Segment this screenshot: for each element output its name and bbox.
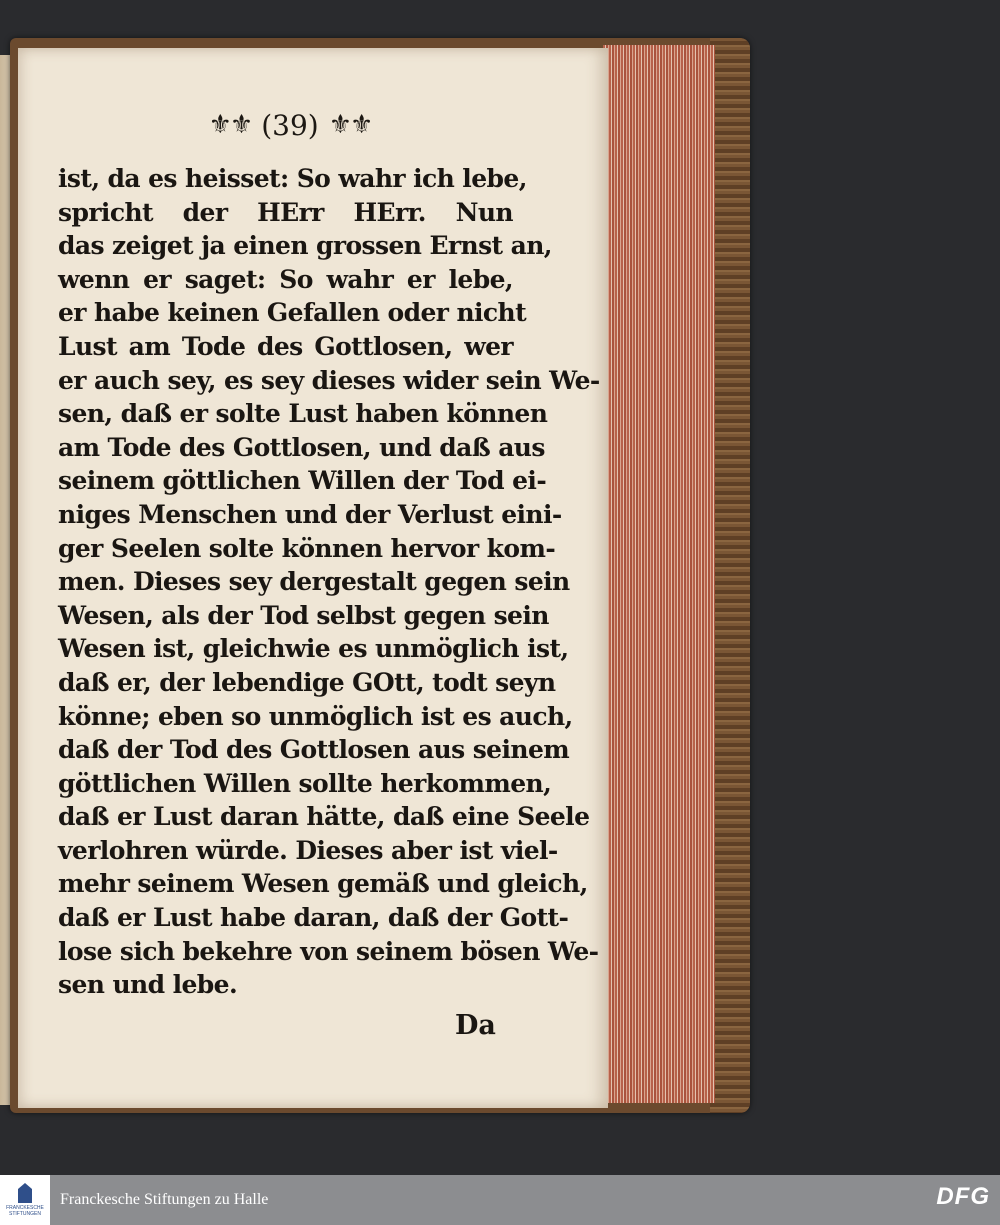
cover-spine-edge xyxy=(710,38,750,1113)
ornament-left: ⚜⚜ xyxy=(208,110,252,140)
text-line: ger Seelen solte können hervor kom- xyxy=(58,533,556,563)
text-line: lose sich bekehre von seinem bösen We- xyxy=(58,936,599,966)
text-line: sen, daß er solte Lust haben können xyxy=(58,399,548,429)
text-line: am Tode des Gottlosen, und daß aus xyxy=(58,432,545,462)
text-line: das zeiget ja einen grossen Ernst an, xyxy=(58,231,552,261)
text-line: men. Dieses sey dergestalt gegen sein xyxy=(58,567,570,597)
text-line: mehr seinem Wesen gemäß und gleich, xyxy=(58,869,588,899)
text-line: seinem göttlichen Willen der Tod ei- xyxy=(58,466,547,496)
text-line: Wesen, als der Tod selbst gegen sein xyxy=(58,600,549,630)
page-edges xyxy=(603,45,715,1103)
page-text xyxy=(58,162,600,1002)
catchword: Da xyxy=(455,1010,496,1041)
text-line: verlohren würde. Dieses aber ist viel- xyxy=(58,835,558,865)
text-line: daß der Tod des Gottlosen aus seinem xyxy=(58,735,570,765)
ornament-right: ⚜⚜ xyxy=(328,110,372,140)
text-line: niges Menschen und der Verlust eini- xyxy=(58,499,562,529)
text-line: spricht der HErr HErr. Nun xyxy=(58,197,513,227)
text-line: daß er, der lebendige GOtt, todt seyn xyxy=(58,667,556,697)
text-line: sen und lebe. xyxy=(58,970,238,1000)
dfg-logo[interactable]: DFG xyxy=(936,1183,990,1210)
text-line: Lust am Tode des Gottlosen, wer xyxy=(58,331,513,361)
text-line: er habe keinen Gefallen oder nicht xyxy=(58,298,527,328)
logo-text: FRANCKESCHE STIFTUNGEN xyxy=(6,1205,44,1217)
text-line: ist, da es heisset: So wahr ich lebe, xyxy=(58,164,527,193)
page-header xyxy=(190,105,390,145)
text-line: daß er Lust daran hätte, daß eine Seele xyxy=(58,802,590,832)
institution-logo[interactable] xyxy=(0,1175,50,1225)
footer-bar xyxy=(0,1175,1000,1225)
text-line: göttlichen Willen sollte herkommen, xyxy=(58,768,552,798)
institution-name[interactable]: Franckesche Stiftungen zu Halle xyxy=(60,1191,269,1208)
page-number: (39) xyxy=(261,108,319,142)
building-icon xyxy=(18,1183,32,1203)
text-line: wenn er saget: So wahr er lebe, xyxy=(58,264,513,294)
text-line: könne; eben so unmöglich ist es auch, xyxy=(58,701,573,731)
text-line: Wesen ist, gleichwie es unmöglich ist, xyxy=(58,634,569,664)
text-line: daß er Lust habe daran, daß der Gott- xyxy=(58,903,569,933)
text-line: er auch sey, es sey dieses wider sein We- xyxy=(58,365,600,395)
